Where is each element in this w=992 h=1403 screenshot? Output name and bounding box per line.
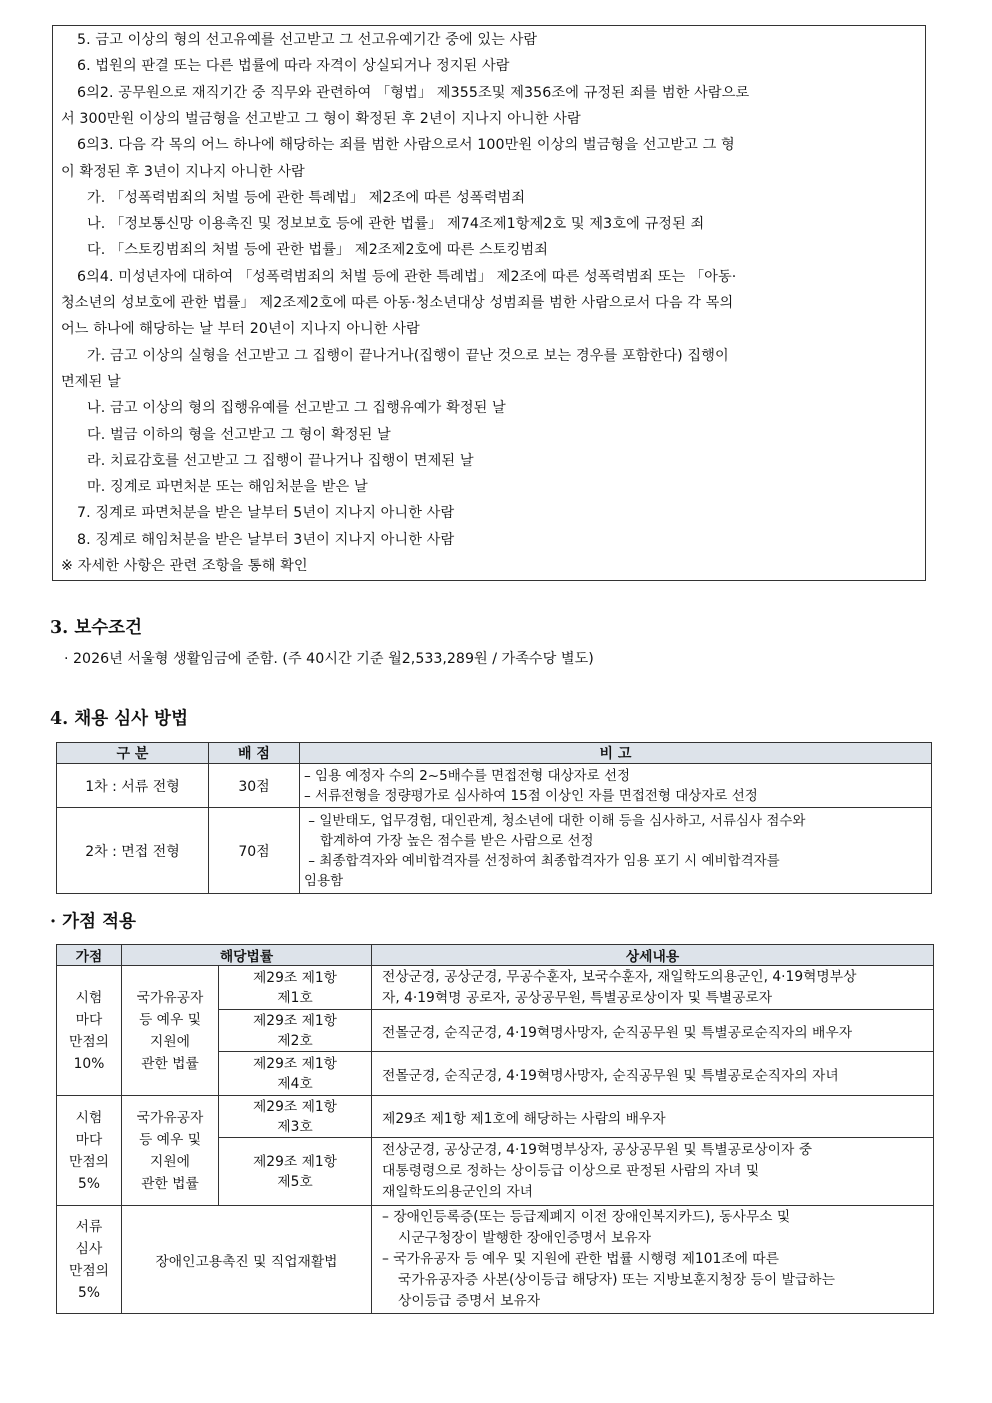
box-line: 어느 하나에 해당하는 날 부터 20년이 지나지 아니한 사람 — [61, 321, 420, 338]
box-line: 가. 금고 이상의 실형을 선고받고 그 집행이 끝나거나(집행이 끝난 것으로 보는 경우를 포함한다) 집행이 — [87, 347, 729, 364]
detail-cell — [372, 1138, 934, 1206]
col-header-note: 비 고 — [300, 743, 932, 764]
box-line: 나. 「정보통신망 이용촉진 및 정보보호 등에 관한 법률」 제74조제1항제2호 및 제3호에 규정된 죄 — [87, 216, 705, 233]
detail-text: 재일학도의용군인의 자녀 — [382, 1184, 533, 1200]
points-text: 시험 — [75, 989, 103, 1006]
article-text: 제29조 제1항 — [252, 1153, 338, 1170]
box-line: 5. 금고 이상의 형의 선고유예를 선고받고 그 선고유예기간 중에 있는 사람 — [77, 32, 538, 48]
points-text: 서류 — [75, 1218, 103, 1235]
detail-cell: 전몰군경, 순직군경, 4·19혁명사망자, 순직공무원 및 특별공로순직자의 자녀 — [372, 1052, 934, 1096]
article-text: 제5호 — [277, 1173, 313, 1190]
note-2 — [300, 808, 932, 894]
law-cell — [122, 1096, 219, 1206]
article-cell — [219, 1052, 372, 1096]
note-1-line: – 임용 예정자 수의 2~5배수를 면접전형 대상자로 선정 — [304, 767, 631, 784]
section-heading-review: 4. 채용 심사 방법 — [50, 709, 188, 729]
law-cell: 장애인고용촉진 및 직업재활법 — [122, 1206, 372, 1314]
box-line: 6의3. 다음 각 목의 어느 하나에 해당하는 죄를 범한 사람으로서 100만원 이상의 벌금형을 선고받고 그 형 — [77, 137, 735, 154]
article-cell — [219, 966, 372, 1010]
box-line: 8. 징계로 해임처분을 받은 날부터 3년이 지나지 아니한 사람 — [77, 531, 455, 548]
points-text: 만점의 — [69, 1262, 109, 1279]
detail-text: 전상군경, 공상군경, 무공수훈자, 보국수훈자, 재일학도의용군인, 4·19혁명부상 — [382, 968, 857, 985]
note-1-line: – 서류전형을 정량평가로 심사하여 15점 이상인 자를 면접전형 대상자로 선정 — [304, 787, 758, 804]
law-text: 등 예우 및 — [138, 1131, 202, 1148]
stage-2: 2차 : 면접 전형 — [57, 808, 209, 894]
points-text: 심사 — [75, 1240, 103, 1257]
col-header-law: 해당법률 — [122, 945, 372, 966]
article-cell — [219, 1138, 372, 1206]
detail-cell — [372, 1206, 934, 1314]
article-text: 제29조 제1항 — [252, 969, 338, 986]
section-heading-bonus: · 가점 적용 — [50, 912, 136, 932]
article-cell — [219, 1096, 372, 1138]
note-2-line: 합계하여 가장 높은 점수를 받은 사람으로 선정 — [320, 832, 594, 849]
note-2-line: – 일반태도, 업무경험, 대인관계, 청소년에 대한 이해 등을 심사하고, 서류심사 점수와 — [304, 812, 806, 829]
detail-text: 상이등급 증명서 보유자 — [398, 1293, 541, 1309]
detail-text: – 장애인등록증(또는 등급제폐지 이전 장애인복지카드), 동사무소 및 — [382, 1209, 791, 1225]
article-text: 제29조 제1항 — [252, 1055, 338, 1072]
note-1 — [300, 764, 932, 808]
box-line: 나. 금고 이상의 형의 집행유예를 선고받고 그 집행유예가 확정된 날 — [87, 400, 506, 417]
detail-text: – 국가유공자 등 예우 및 지원에 관한 법률 시행령 제101조에 따른 — [382, 1251, 779, 1267]
detail-text: 자, 4·19혁명 공로자, 공상공무원, 특별공로상이자 및 특별공로자 — [382, 989, 773, 1006]
col-header-detail: 상세내용 — [372, 945, 934, 966]
law-text: 관한 법률 — [141, 1175, 199, 1192]
detail-text: 국가유공자증 사본(상이등급 해당자) 또는 지방보훈지청장 등이 발급하는 — [398, 1272, 835, 1288]
points-text: 5% — [78, 1284, 100, 1301]
section-heading-pay: 3. 보수조건 — [50, 618, 142, 638]
points-cell — [57, 1206, 122, 1314]
points-text: 시험 — [75, 1109, 103, 1126]
box-line: 다. 벌금 이하의 형을 선고받고 그 형이 확정된 날 — [87, 426, 391, 443]
detail-text: 대통령령으로 정하는 상이등급 이상으로 판정된 사람의 자녀 및 — [382, 1163, 760, 1179]
box-line: 이 확정된 후 3년이 지나지 아니한 사람 — [61, 163, 305, 180]
box-line: 7. 징계로 파면처분을 받은 날부터 5년이 지나지 아니한 사람 — [77, 505, 455, 522]
article-text: 제3호 — [277, 1118, 313, 1135]
law-text: 지원에 — [150, 1153, 190, 1170]
stage-1: 1차 : 서류 전형 — [57, 764, 209, 808]
points-text: 만점의 — [69, 1033, 109, 1050]
points-cell — [57, 966, 122, 1096]
detail-cell — [372, 966, 934, 1010]
article-text: 제4호 — [277, 1075, 313, 1092]
points-text: 마다 — [75, 1131, 103, 1148]
detail-cell: 제29조 제1항 제1호에 해당하는 사람의 배우자 — [372, 1096, 934, 1138]
points-text: 마다 — [75, 1011, 103, 1028]
note-2-line: – 최종합격자와 예비합격자를 선정하여 최종합격자가 임용 포기 시 예비합격자를 — [304, 852, 780, 869]
review-table — [56, 742, 932, 894]
col-header-stage: 구 분 — [57, 743, 209, 764]
box-line: 6. 법원의 판결 또는 다른 법률에 따라 자격이 상실되거나 정지된 사람 — [77, 58, 510, 75]
box-line: 서 300만원 이상의 벌금형을 선고받고 그 형이 확정된 후 2년이 지나지 아니한 사람 — [61, 110, 581, 127]
col-header-score: 배 점 — [209, 743, 300, 764]
law-text: 등 예우 및 — [138, 1011, 202, 1028]
law-text: 지원에 — [150, 1033, 190, 1050]
note-2-line: 임용함 — [304, 872, 344, 889]
points-text: 10% — [73, 1055, 105, 1072]
law-text: 국가유공자 — [136, 989, 204, 1006]
article-text: 제29조 제1항 — [252, 1098, 338, 1115]
law-text: 국가유공자 — [136, 1109, 204, 1126]
points-cell — [57, 1096, 122, 1206]
box-line: 청소년의 성보호에 관한 법률」 제2조제2호에 따른 아동·청소년대상 성범죄를 범한 사람으로서 다음 각 목의 — [61, 295, 734, 311]
box-line: 다. 「스토킹범죄의 처벌 등에 관한 법률」 제2조제2호에 따른 스토킹범죄 — [87, 242, 549, 259]
detail-text: 시군구청장이 발행한 장애인증명서 보유자 — [398, 1230, 652, 1246]
score-2: 70점 — [209, 808, 300, 894]
box-line: ※ 자세한 사항은 관련 조항을 통해 확인 — [61, 558, 308, 574]
box-line: 가. 「성폭력범죄의 처벌 등에 관한 특례법」 제2조에 따른 성폭력범죄 — [87, 189, 526, 206]
disqualification-box — [52, 25, 926, 581]
box-line: 6의2. 공무원으로 재직기간 중 직무와 관련하여 「형법」 제355조및 제356조에 규정된 죄를 범한 사람으로 — [77, 84, 750, 101]
article-cell — [219, 1010, 372, 1052]
col-header-points: 가점 — [57, 945, 122, 966]
article-text: 제1호 — [277, 989, 313, 1006]
bonus-table — [56, 944, 934, 1314]
box-line: 라. 치료감호를 선고받고 그 집행이 끝나거나 집행이 면제된 날 — [87, 452, 474, 469]
score-1: 30점 — [209, 764, 300, 808]
detail-text: 전상군경, 공상군경, 4·19혁명부상자, 공상공무원 및 특별공로상이자 중 — [382, 1142, 813, 1158]
detail-cell: 전몰군경, 순직군경, 4·19혁명사망자, 순직공무원 및 특별공로순직자의 배우자 — [372, 1010, 934, 1052]
points-text: 만점의 — [69, 1153, 109, 1170]
law-text: 관한 법률 — [141, 1055, 199, 1072]
box-line: 마. 징계로 파면처분 또는 해임처분을 받은 날 — [87, 479, 368, 496]
pay-condition-text: · 2026년 서울형 생활임금에 준함. (주 40시간 기준 월2,533,289원 / 가족수당 별도) — [64, 651, 594, 667]
article-text: 제29조 제1항 — [252, 1012, 338, 1029]
article-text: 제2호 — [277, 1032, 313, 1049]
box-line: 6의4. 미성년자에 대하여 「성폭력범죄의 처벌 등에 관한 특례법」 제2조에 따른 성폭력범죄 또는 「아동· — [77, 268, 737, 285]
law-cell — [122, 966, 219, 1096]
points-text: 5% — [78, 1175, 100, 1192]
box-line: 면제된 날 — [61, 373, 121, 390]
